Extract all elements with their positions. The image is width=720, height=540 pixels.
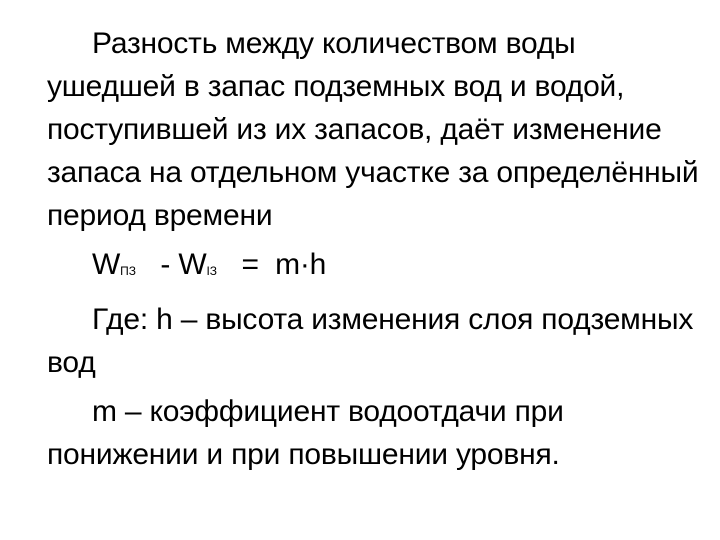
formula-term-w-iz: W [178, 248, 207, 281]
m-definition-paragraph: m – коэффициент водоотдачи при понижении и при повышении уровня. [47, 395, 564, 471]
formula-subscript-pz: ПЗ [120, 264, 136, 278]
formula-rhs: m·h [275, 248, 327, 281]
formula-term-w-pz: W [92, 248, 121, 281]
formula-subscript-iz: IЗ [206, 264, 218, 278]
formula-equals: = [217, 248, 276, 281]
definition-paragraph: Разность между количеством воды ушедшей в запас подземных вод и водой, поступившей из их запасов, даёт изменение запаса на отдельном участке за определённый период времени [47, 27, 699, 232]
balance-formula [47, 243, 707, 292]
slide-body [47, 22, 707, 482]
h-definition-paragraph: Где: h – высота изменения слоя подземных вод [47, 303, 694, 379]
formula-minus: - [136, 248, 179, 281]
